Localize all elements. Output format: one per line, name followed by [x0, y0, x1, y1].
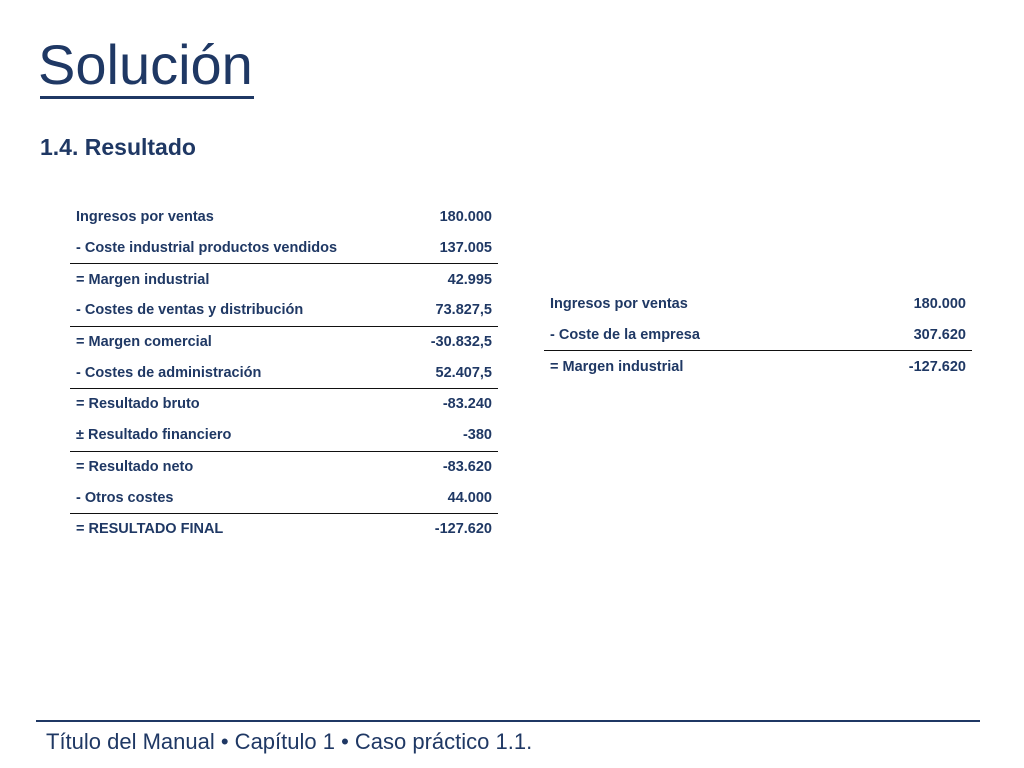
table-row: [544, 289, 972, 320]
row-value: 73.827,5: [412, 295, 498, 326]
table-row: [70, 264, 498, 295]
title-underline: [40, 96, 254, 99]
table-row: [544, 351, 972, 382]
table-row: [70, 451, 498, 482]
row-value: 52.407,5: [412, 357, 498, 388]
table-row: [70, 326, 498, 357]
row-value: 137.005: [412, 233, 498, 264]
table-row: [70, 202, 498, 233]
row-label: = RESULTADO FINAL: [76, 521, 224, 538]
row-label: - Coste de la empresa: [544, 320, 856, 351]
row-label: - Otros costes: [70, 482, 412, 513]
table-row: [70, 233, 498, 264]
table-row: [70, 482, 498, 513]
row-label: Ingresos por ventas: [76, 209, 214, 226]
section-subtitle: 1.4. Resultado: [40, 134, 196, 160]
table-row: [544, 320, 972, 351]
slide-title: Solución: [38, 33, 253, 96]
table-row: [70, 357, 498, 388]
table-row: [70, 420, 498, 451]
row-value: 307.620: [856, 320, 972, 351]
table-row: [70, 295, 498, 326]
income-statement-table: [70, 202, 498, 545]
table-row: [70, 513, 498, 544]
row-label: Ingresos por ventas: [550, 296, 688, 313]
row-value: -380: [412, 420, 498, 451]
row-label: - Coste industrial productos vendidos: [70, 233, 412, 264]
row-label: = Resultado neto: [76, 458, 194, 475]
row-value: -83.240: [442, 396, 492, 413]
row-label: = Margen industrial: [76, 271, 210, 288]
row-value: -127.620: [908, 358, 966, 375]
row-label: - Costes de administración: [70, 357, 412, 388]
row-value: 44.000: [412, 482, 498, 513]
row-label: = Margen comercial: [76, 334, 212, 351]
row-label: = Margen industrial: [550, 358, 684, 375]
footer-divider: [36, 720, 980, 722]
row-value: 42.995: [447, 271, 492, 288]
row-value: 180.000: [439, 209, 492, 226]
footer-text: Título del Manual • Capítulo 1 • Caso práctico 1.1.: [46, 729, 533, 754]
row-value: -83.620: [442, 458, 492, 475]
row-label: - Costes de ventas y distribución: [70, 295, 412, 326]
row-value: -127.620: [434, 521, 492, 538]
row-value: 180.000: [913, 296, 966, 313]
row-label: = Resultado bruto: [76, 396, 200, 413]
table-row: [70, 389, 498, 420]
row-label: ± Resultado financiero: [70, 420, 412, 451]
row-value: -30.832,5: [430, 334, 492, 351]
summary-margin-table: [544, 289, 972, 382]
